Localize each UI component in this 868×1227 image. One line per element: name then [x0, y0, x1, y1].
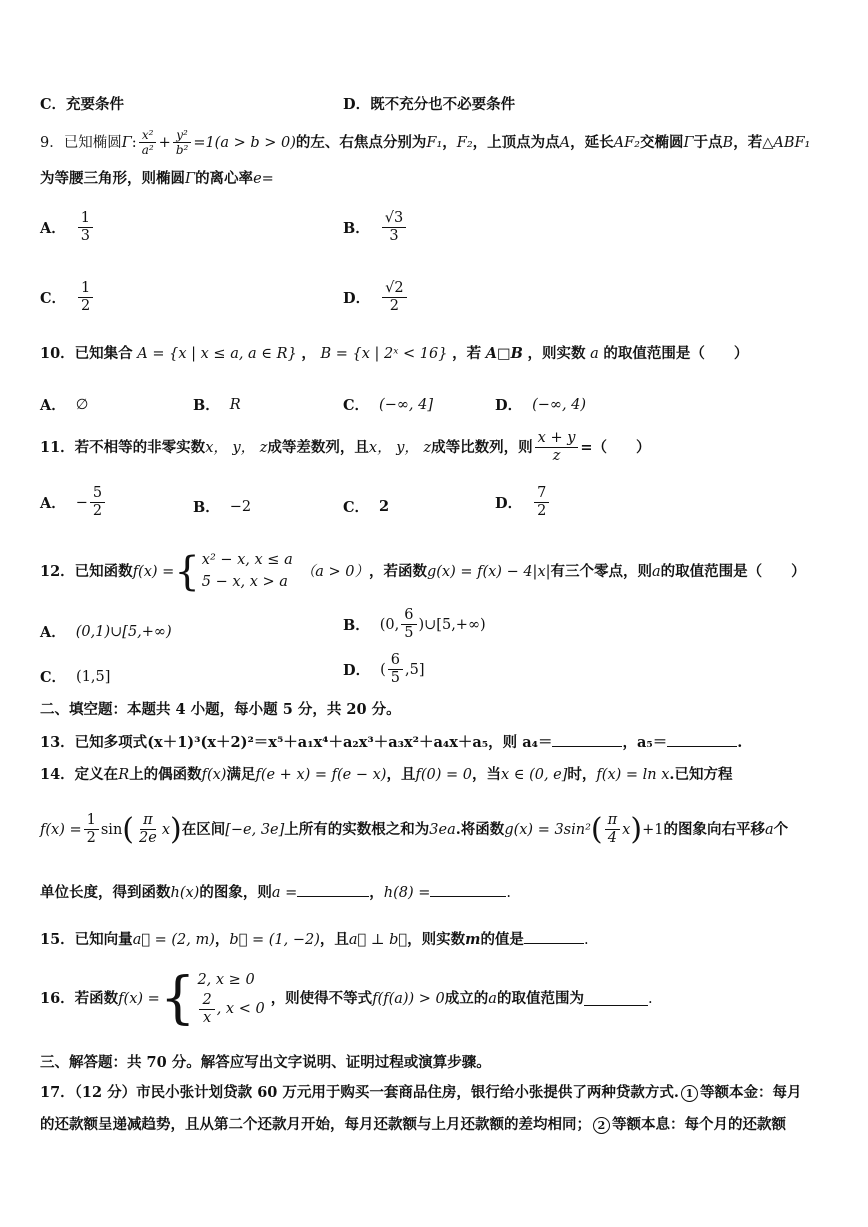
q8-option-d: D．既不充分也不必要条件 [343, 96, 516, 113]
q10-option-c: C． (−∞, 4] [343, 396, 434, 414]
q15-blank[interactable] [524, 929, 584, 944]
q17-line2: 的还款额呈递减趋势，且从第二个还款月开始，每月还款额与上月还款额的差均相同； 2 等额本息：每个月的还款额 [40, 1116, 786, 1134]
section-3-heading: 三、解答题：共 70 分。解答应写出文字说明、证明过程或演算步骤。 [40, 1054, 491, 1071]
q10-option-b: B． R [193, 396, 241, 414]
q11-stem: 11．若不相等的非零实数 x， y， z 成等差数列，且 x， y， z 成等比数列，则 $\frac{x + y}{z}$ =（ ） [40, 430, 651, 465]
q9-option-c: C． $\frac{1}{2}$ [40, 280, 95, 316]
q13-blank-a5[interactable] [667, 732, 737, 747]
q12-stem: 12．已知函数 f(x) = { x² − x, x ≤ a 5 − x, x > a （a > 0） ，若函数 g(x) = f(x) − 4|x| 有三个零点，则 a 的取值范围是（ ） [40, 548, 806, 595]
q9-option-b: B． $\frac{√3}{3}$ [343, 210, 408, 246]
q12-option-a: A． (0,1)∪[5,+∞) [40, 623, 172, 641]
circled-number-1-icon: 1 [681, 1085, 698, 1102]
q9-option-d: D． $\frac{√2}{2}$ [343, 280, 409, 316]
q14-blank-a[interactable] [297, 882, 369, 897]
q11-option-c: C． 2 [343, 498, 390, 516]
q11-option-a: A． − $\frac{5}{2}$ [40, 485, 107, 521]
q15-stem: 15．已知向量a⃗ = (2, m)，b⃗ = (1, −2)，且a⃗ ⊥ b⃗，则实数m的值是 . [40, 931, 589, 948]
q17-line1: 17．（12 分）市民小张计划贷款 60 万元用于购买一套商品住房，银行给小张提供了两种贷款方式. 1 等额本金：每月 [40, 1084, 802, 1102]
q12-option-b: B． (0, $\frac{6}{5}$ )∪[5,+∞) [343, 607, 486, 642]
q9-option-a: A． $\frac{1}{3}$ [40, 210, 95, 246]
q16-blank[interactable] [584, 991, 648, 1006]
q14-line1: 14．定义在R上的偶函数f(x)满足f(e + x) = f(e − x)，且f(0) = 0，当x ∈ (0, e]时，f(x) = ln x.已知方程 [40, 766, 733, 783]
q13-stem: 13．已知多项式(x＋1)³(x＋2)²＝x⁵＋a₁x⁴＋a₂x³＋a₃x²＋a₄x＋a₅，则 a₄＝ ，a₅＝ . [40, 734, 743, 751]
q16-stem: 16．若函数 f(x) = { 2, x ≥ 0 $\frac{2}{x}$ , x < 0 ，则使得不等式 f(f(a)) > 0 成立的 a 的取值范围为 . [40, 965, 653, 1031]
q9-stem-line1: 9．已知椭圆 Γ : $\frac{\text{x²}}{\text{a²}}$ + $\frac{\text{y²}}{\text{b²}}$ =1(a > b > 0) 的左、右焦点分别为 F₁ ， F₂ ，上顶点为点 A ，延长 AF₂ 交椭圆 Γ 于点 B ，若 △ABF₁ [40, 128, 811, 158]
q10-option-a: A． ∅ [40, 396, 89, 414]
section-2-heading: 二、填空题：本题共 4 小题，每小题 5 分，共 20 分。 [40, 701, 401, 718]
q10-stem: 10．已知集合 A = {x | x ≤ a, a ∈ R} ， B = {x | 2ˣ < 16} ，若 A□B ，则实数 a 的取值范围是（ ） [40, 345, 749, 362]
q11-option-d: D． $\frac{7}{2}$ [495, 485, 551, 521]
q14-line3: 单位长度，得到函数h(x)的图象，则a = ，h(8) = . [40, 884, 511, 901]
q12-option-c: C． (1,5] [40, 668, 111, 686]
q8-option-c: C．充要条件 [40, 96, 125, 113]
q13-blank-a4[interactable] [552, 732, 622, 747]
q14-line2: f(x) = $\frac{1}{2}$ sin ( $\frac{\pi}{2e}$ x ) 在区间 [−e, 3e] 上所有的实数根之和为 3ea .将函数 g(x) = 3sin² ( $\frac{\pi}{4}$ x ) +1 的图象向右平移 a 个 [40, 811, 789, 847]
q10-option-d: D． (−∞, 4) [495, 396, 587, 414]
q12-option-d: D． ( $\frac{6}{5}$ ,5] [343, 652, 425, 687]
circled-number-2-icon: 2 [593, 1117, 610, 1134]
q9-stem-line2: 为等腰三角形，则椭圆Γ的离心率e= [40, 170, 274, 187]
q14-blank-h8[interactable] [430, 882, 506, 897]
q11-option-b: B． −2 [193, 498, 252, 516]
